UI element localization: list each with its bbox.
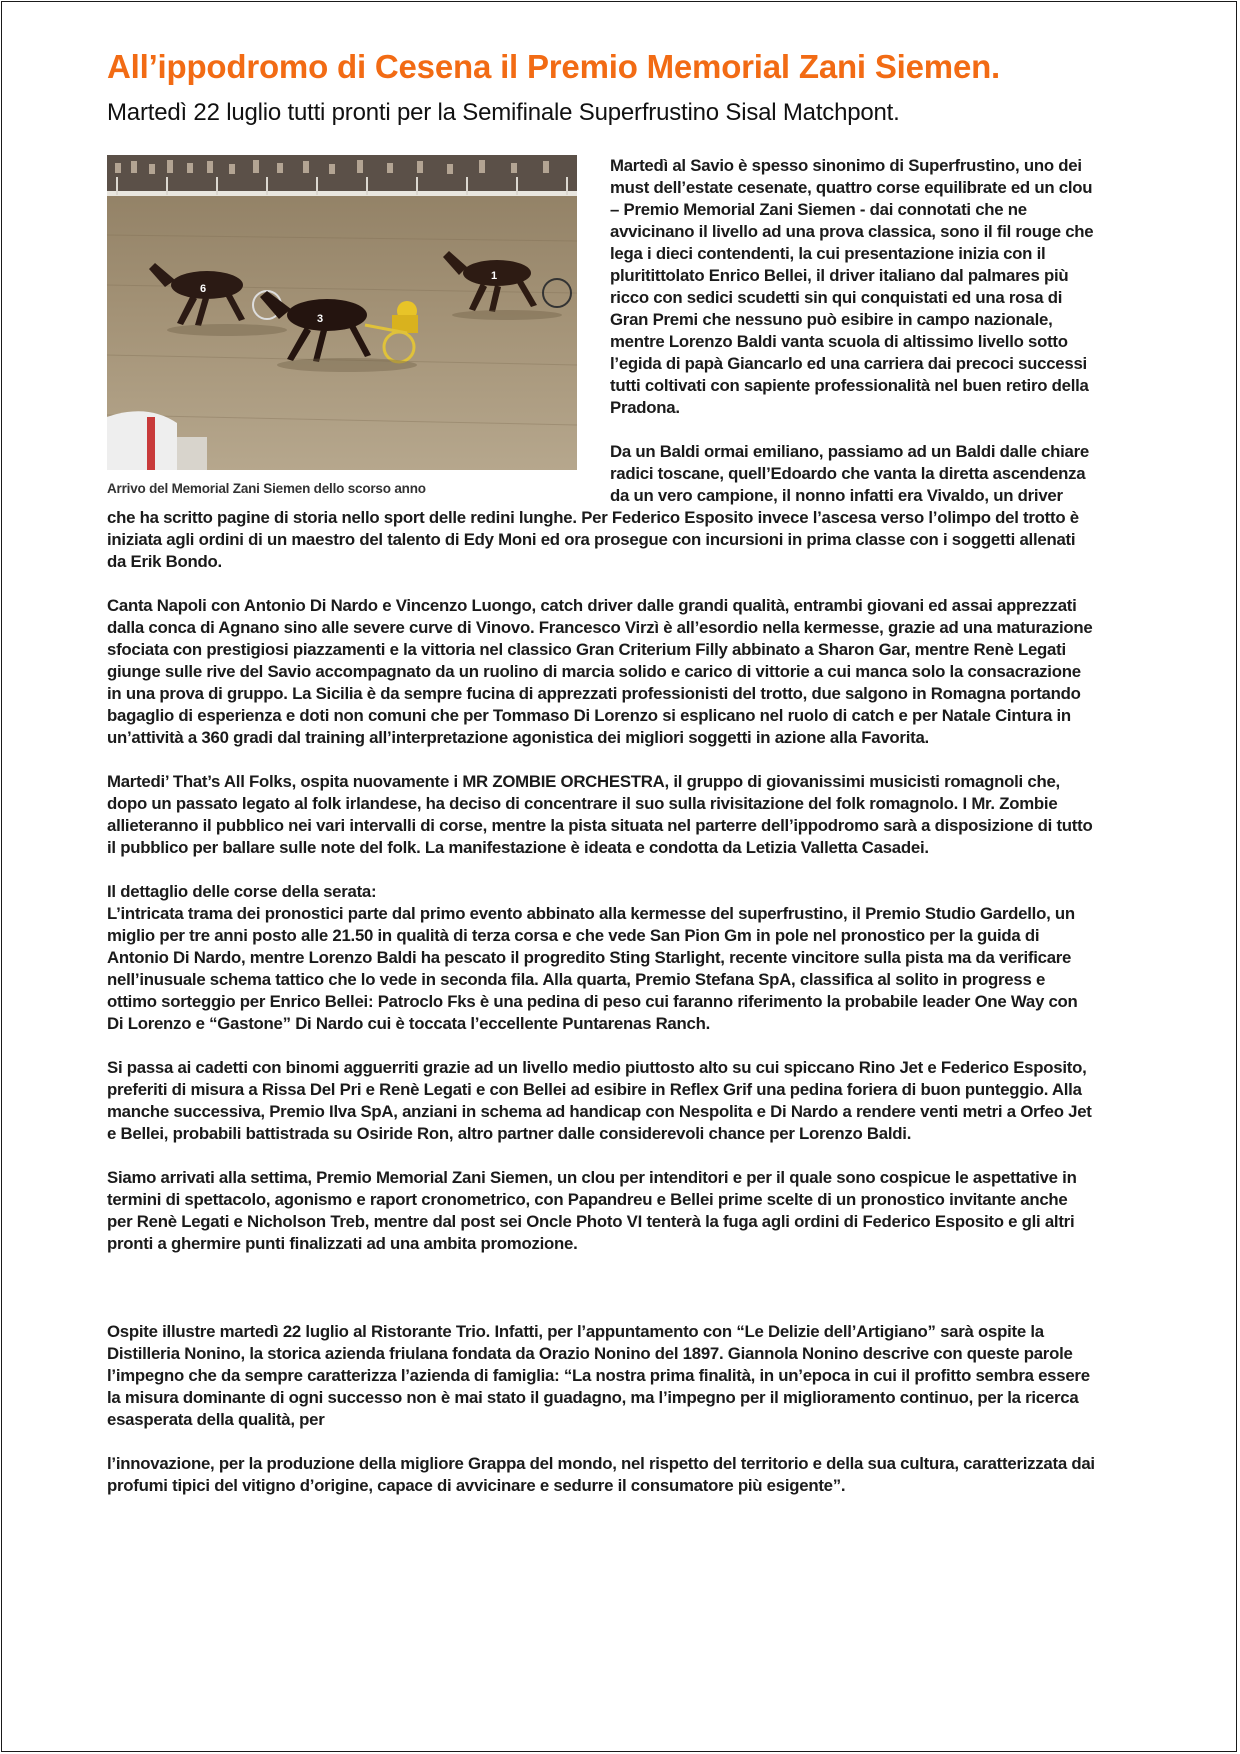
race-photo (107, 155, 577, 470)
paragraph: Ospite illustre martedì 22 luglio al Ristorante Trio. Infatti, per l’appuntamento con “Le Delizie dell’Artigiano” sarà ospite la Distilleria Nonino, la storica azienda friulana fondata da Orazio Nonino del 1897. Giannola Nonino descrive con queste parole l’impegno che da sempre caratterizza l’azienda di famiglia: “La nostra prima finalità, in un’epoca in cui il profitto sembra essere la misura dominante di ogni successo non è mai stato il guadagno, ma l’impegno per il miglioramento continuo, per la ricerca esasperata della qualità, per (107, 1322, 1090, 1429)
spacer (107, 1277, 1095, 1321)
figure-caption: Arrivo del Memorial Zani Siemen dello scorso anno (107, 481, 426, 496)
paragraph: L’intricata trama dei pronostici parte dal primo evento abbinato alla kermesse del superfrustino, il Premio Studio Gardello, un miglio per tre anni posto alle 21.50 in qualità di terza corsa e che vede San Pion Gm in pole nel pronostico per la guida di Antonio Di Nardo, mentre Lorenzo Baldi ha pescato il progredito Sting Starlight, recente vincitore sulla pista ma da verificare nell’inusuale schema tattico che lo vede in seconda fila. Alla quarta, Premio Stefana SpA, classifica al solito in progress e ottimo sorteggio per Enrico Bellei: Patroclo Fks è una pedina di peso cui faranno riferimento la probabile leader One Way con Di Lorenzo e “Gastone” Di Nardo cui è toccata l’eccellente Puntarenas Ranch. (107, 904, 1078, 1033)
article-body (107, 155, 1095, 1497)
article-subtitle: Martedì 22 luglio tutti pronti per la Semifinale Superfrustino Sisal Matchpont. (107, 99, 900, 126)
paragraph: l’innovazione, per la produzione della migliore Grappa del mondo, nel rispetto del territorio e della sua cultura, caratterizzata dai profumi tipici del vitigno d’origine, capace di avvicinare e sedurre il consumatore più esigente”. (107, 1454, 1095, 1495)
article (107, 48, 1095, 1519)
paragraph: Da un Baldi ormai emiliano, passiamo ad un Baldi dalle chiare radici toscane, quell’Edoardo che vanta la diretta ascendenza da un vero campione, il nonno infatti era Vivaldo, un driver che ha scritto pagine di storia nello sport delle redini lunghe. Per Federico Esposito invece l’ascesa verso l’olimpo del trotto è iniziata agli ordini di un maestro del talento di Edy Moni ed ora prosegue con incursioni in prima classe con i soggetti allenati da Erik Bondo. (107, 442, 1090, 571)
paragraph: Canta Napoli con Antonio Di Nardo e Vincenzo Luongo, catch driver dalle grandi qualità, entrambi giovani ed assai apprezzati dalla conca di Agnano sino alle severe curve di Vinovo. Francesco Virzì è all’esordio nella kermesse, grazie ad una maturazione sfociata con prestigiosi piazzamenti e la vittoria nel classico Gran Criterium Filly abbinato a Sharon Gar, mentre Renè Legati giunge sulle rive del Savio accompagnato da un ruolino di marcia solido e carico di vittorie a cui manca solo la consacrazione in una prova di gruppo. La Sicilia è da sempre fucina di apprezzati professionisti del trotto, due salgono in Romagna portando bagaglio di esperienza e doti non comuni che per Tommaso Di Lorenzo si esplicano nel ruolo di catch e per Natale Cintura in un’attività a 360 gradi dal training all’interpretazione agonistica dei migliori soggetti in azione alla Favorita. (107, 596, 1093, 747)
paragraph: Si passa ai cadetti con binomi agguerriti grazie ad un livello medio piuttosto alto su cui spiccano Rino Jet e Federico Esposito, preferiti di misura a Rissa Del Pri e Renè Legati e con Bellei ad esibire in Reflex Grif una pedina foriera di buon punteggio. Alla manche successiva, Premio Ilva SpA, anziani in schema ad handicap con Nespolita e Di Nardo a rendere venti metri a Orfeo Jet e Bellei, probabili battistrada su Osiride Ron, altro partner dalle considerevoli chance per Lorenzo Baldi. (107, 1058, 1092, 1143)
saddle-number-1: 1 (491, 270, 497, 282)
races-heading: Il dettaglio delle corse della serata: (107, 882, 377, 901)
saddle-number-6: 6 (200, 283, 206, 295)
figure (107, 155, 577, 498)
article-title: All’ippodromo di Cesena il Premio Memorial Zani Siemen. (107, 48, 1001, 85)
paragraph: Martedi’ That’s All Folks, ospita nuovamente i MR ZOMBIE ORCHESTRA, il gruppo di giovanissimi musicisti romagnoli che, dopo un passato legato al folk irlandese, ha deciso di concentrare il suo sulla rivisitazione del folk romagnolo. I Mr. Zombie allieteranno il pubblico nei vari intervalli di corse, mentre la pista situata nel parterre dell’ippodromo sarà a disposizione di tutto il pubblico per ballare sulle note del folk. La manifestazione è ideata e condotta da Letizia Valletta Casadei. (107, 772, 1093, 857)
paragraph: Siamo arrivati alla settima, Premio Memorial Zani Siemen, un clou per intenditori e per il quale sono cospicue le aspettative in termini di spettacolo, agonismo e raport cronometrico, con Papandreu e Bellei prime scelte di un pronostico invitante anche per Renè Legati e Nicholson Treb, mentre dal post sei Oncle Photo VI tenterà la fuga agli ordini di Federico Esposito e gli altri pronti a ghermire punti finalizzati ad una ambita promozione. (107, 1168, 1077, 1253)
saddle-number-3: 3 (317, 313, 323, 325)
paragraph: Martedì al Savio è spesso sinonimo di Superfrustino, uno dei must dell’estate cesenate, quattro corse equilibrate ed un clou – Premio Memorial Zani Siemen - dai connotati che ne avvicinano il livello ad una prova classica, sono il fil rouge che lega i dieci contendenti, la cui presentazione inizia con il pluritittolato Enrico Bellei, il driver italiano dal palmares più ricco con sedici scudetti sin qui conquistati ed una rosa di Gran Premi che nessuno può esibire in campo nazionale, mentre Lorenzo Baldi vanta scuola di altissimo livello sotto l’egida di papà Giancarlo ed una carriera dai precoci successi tutti coltivati con sapiente professionalità nel buen retiro della Pradona. (610, 156, 1094, 417)
